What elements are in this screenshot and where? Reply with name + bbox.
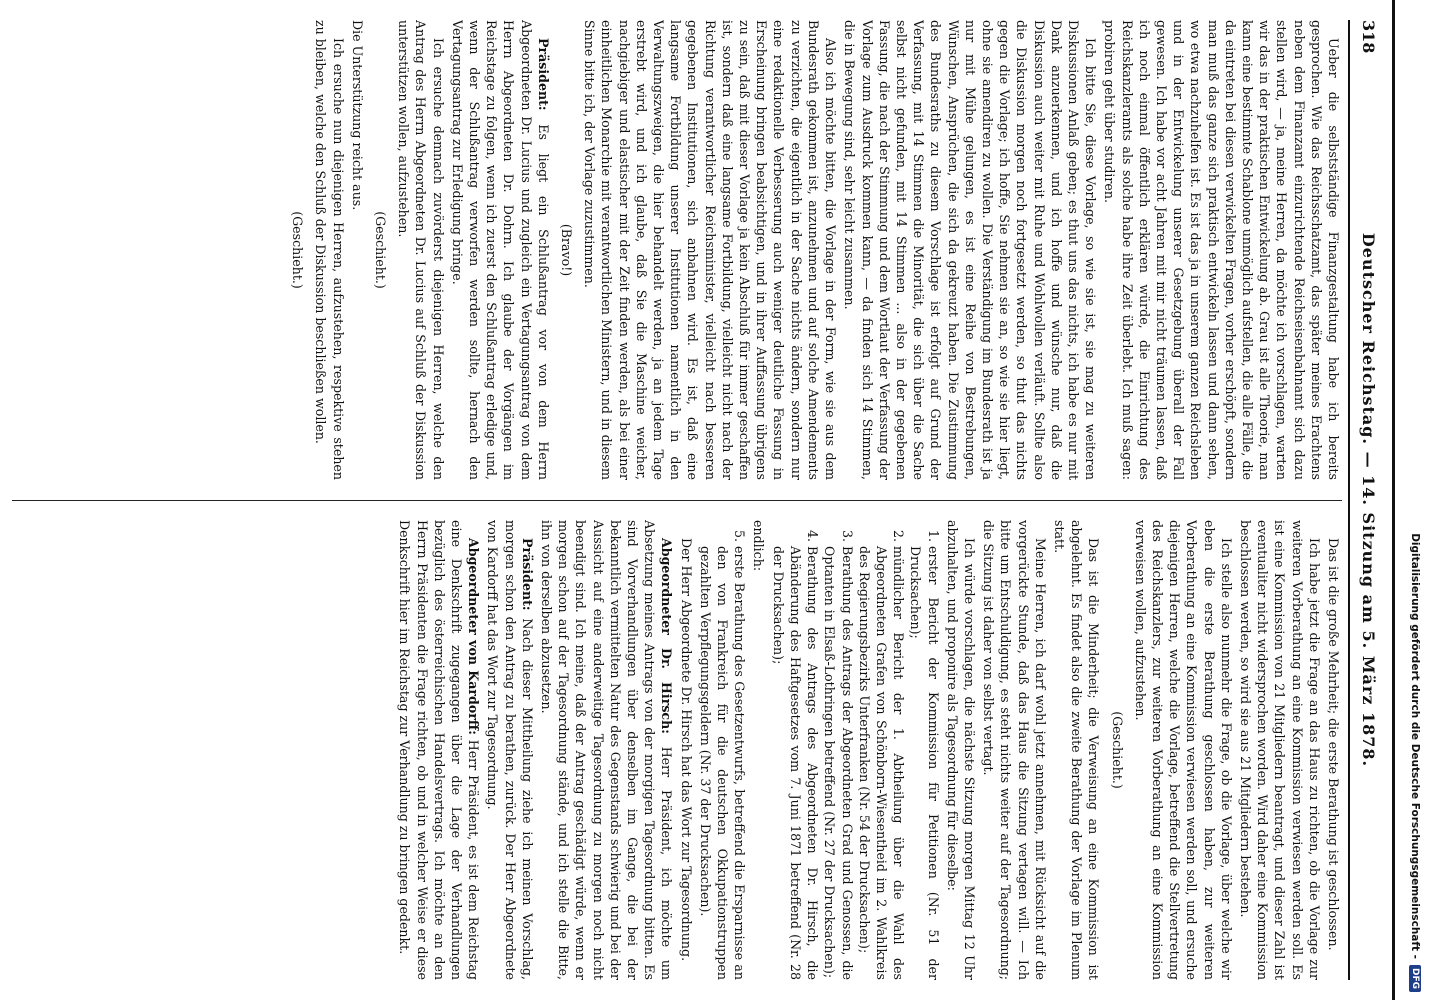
paragraph: Der Herr Abgeordnete Dr. Hirsch hat das Wort zur Tagesordnung. — [678, 538, 694, 962]
president-statement — [449, 20, 552, 480]
agenda-list-final — [697, 520, 749, 980]
paragraph: Ich ersuche nun diejenigen Herren, aufzustehen, respektive stehen zu bleiben, welche den Schluß der Diskussion beschließen wollen. — [313, 20, 346, 480]
stage-direction: (Geschieht.) — [373, 211, 389, 289]
left-column — [12, 20, 1342, 480]
column-separator — [12, 500, 1342, 501]
stage-direction: (Geschieht.) — [1109, 711, 1125, 789]
right-column — [12, 520, 1342, 980]
speech-text: Nach dieser Mittheilung ziehe ich meinen Vorschlag, morgen schon den Antrag zu berathen, zurück. Der Herr Abgeordnete von Kardorff hat das Wort zur Tagesordnung. — [485, 520, 535, 980]
rotated-page-content — [0, 10, 1390, 990]
kardorff-statement — [396, 520, 482, 980]
interjection-bravo: (Bravo!) — [559, 223, 575, 277]
page-number: 318 — [1359, 20, 1379, 54]
speech-text: Es liegt ein Schlußantrag vor von dem Herrn Abgeordneten Dr. Lucius und zugleich ein Vertagungsantrag von dem Herrn Abgeordneten Dr. Dohrn. Ich glaube der Vorgängen im Reichstage zu folgen, wenn ich zuerst den Schlußantrag erledige und, wenn der Schlußantrag verworfen werden sollte, hernach den Vertagungsantrag zur Erledigung bringe. — [449, 20, 551, 480]
agenda-item: 2. mündlicher Bericht der 1. Abtheilung über die Wahl des Abgeordneten Grafen von Schönborn-Wiesentheid im 2. Wahlkreis des Regierungsbezirks Unterfranken (Nr. 54 der Drucksachen); — [856, 546, 908, 980]
speaker-label: Präsident: — [519, 538, 535, 611]
paragraph: Das ist die Minderheit; die Verweisung an eine Kommission ist abgelehnt. Es findet also die zweite Berathung der Vorlage im Plenum statt. — [1051, 520, 1102, 980]
paragraph: Ueber die selbstständige Finanzgestaltung habe ich bereits gesprochen. Wie das Reichsschatzamt, das später meines Erachtens neben dem Finanzamt einzurichtende Reichseisenbahnamt sich dazu stellen wird, — ja, meine Herren, da möchte ich vorschlagen, warten wir das in der praktischen Entwickelung ab. Grau ist alle Theorie, man kann eine bestimmte Schablone unmöglich aufstellen, die alle Fälle, die da eintreten bei diesen verwickelten Fragen, vorher erschöpft, sondern man muß das ganze sich praktisch entwickeln lassen und dann sehen, wo etwa nachzuhelfen ist. Es ist das ja in unserem ganzen Reichsleben und in der Entwickelung unserer Gesetzgebung überall der Fall gewesen. Ich habe vor acht Jahren mit mir nicht träumen lassen, daß ich noch einmal öffentlich erklären würde, die Einrichtung des Reichskanzleramts als solche habe ihre Zeit überlebt. Ich muß sagen: probiren geht über studiren. — [1102, 20, 1341, 480]
hirsch-statement — [538, 520, 676, 980]
running-title: Deutscher Reichstag. — 14. Sitzung am 5. März 1878. — [1359, 232, 1379, 768]
paragraph: Ich bitte Sie, diese Vorlage, so wie sie ist, sie mag zu weiteren Diskussionen Anlaß geben; es thut uns das nichts, ich habe es nur mit Dank anzuerkennen, und ich hoffe und wünsche nur, daß die Diskussion auch weiter mit Ruhe und Wohlwollen verläuft. Sollte also die Diskussion morgen noch fortgesetzt werden, so thut das nichts gegen die Vorlage; ich hoffe, Sie nehmen sie an, so wie sie hier liegt, ohne sie amendiren zu wollen. Die Verständigung im Bundesrath ist ja nur mit Mühe gelungen, es ist eine Reihe von Bestrebungen, Wünschen, Ansprüchen, die sich da gekreuzt haben. Die Zustimmung des Bundesraths zu diesem Vorschlage ist erfolgt auf Grund der Verfassung, mit 14 Stimmen die Minorität, die sich über die Sache selbst nicht gefunden, mit 14 Stimmen ... also in der gegebenen Fassung, die nach der Stimmung und dem Wortlaut der Verfassung der Vorlage zum Ausdruck kommen kann, — da finden sich 14 Stimmen, die in Bewegung sind, sehr leicht zusammen. — [842, 20, 1099, 480]
speech-text: Herr Präsident, ich möchte um Absetzung meines Antrags von der morgigen Tagesordnung bitten. Es sind Vorverhandlungen über denselben im Gange, die bei der bekanntlich vermittelten Natur des Gegenstands schwierig und bei der Aussicht auf eine anderweitige Tagesordnung zu morgen noch nicht beendigt sind. Ich meine, daß der Antrag geschädigt würde, wenn er morgen schon auf der Tagesordnung stände, und ich stelle die Bitte, ihn von derselben abzusetzen. — [539, 520, 675, 980]
agenda-item: 5. erste Berathung des Gesetzentwurfs, betreffend die Ersparnisse an den von Frankreich für die deutschen Okkupationstruppen gezahlten Verpflegungsgeldern (Nr. 37 der Drucksachen). — [697, 546, 749, 980]
paragraph: Ich ersuche demnach zuvörderst diejenigen Herren, welche den Antrag des Herrn Abgeordneten Dr. Lucius auf Schluß der Diskussion unterstützen wollen, aufzustehen. — [396, 20, 446, 480]
speaker-label: Präsident: — [535, 38, 551, 111]
paragraph: Meine Herren, ich darf wohl jetzt annehmen, mit Rücksicht auf die vorgerückte Stunde, daß das Haus die Sitzung vertagen will. — Ich bitte um Entschuldigung, es steht nichts weiter auf der Tagesordnung; die Sitzung ist daher von selbst vertagt. — [981, 520, 1048, 980]
paragraph: Das ist die große Mehrheit; die erste Berathung ist geschlossen. — [1326, 538, 1341, 951]
speaker-label: Abgeordneter Dr. Hirsch: — [659, 538, 675, 734]
agenda-item: 1. erster Bericht der Kommission für Petitionen (Nr. 51 der Drucksachen); — [907, 546, 941, 980]
speaker-label: Abgeordneter von Kardorff: — [466, 538, 482, 735]
dfg-logo: DFG — [1409, 965, 1421, 992]
stage-direction: (Geschieht.) — [290, 211, 306, 289]
paragraph: Also ich möchte bitten, die Vorlage in der Form, wie sie aus dem Bundesrath gekommen ist, anzunehmen und auf solche Amendements zu verzichten, die eigentlich in der Sache nichts ändern, sondern nur eine redaktionelle Verbesserung auch weniger deutliche Fassung in Erscheinung bringen beabsichtigen, und in ihrer Auffassung übrigens zu sein, daß mit dieser Vorlage ja kein Abschluß für immer geschaffen ist, sondern daß eine langsame Fortbildung, vielleicht nicht nach der Richtung verantwortlicher Reichsminister, vielleicht nach besseren gegebenen Institutionen, sich anbahnen wird. Es ist, daß eine langsame Fortbildung unserer Institutionen namentlich in den Verwaltungszweigen, die hier behandelt werden, ja an jedem Tage erstrebt wird, und ich glaube, daß Sie die Maschine weicher, nachgiebiger und elastischer mit der Zeit finden werden, als bei einer einheitlichen Monarchie mit verantwortlichen Ministern, und in diesem Sinne bitte ich, der Vorlage zuzustimmen. — [582, 20, 839, 480]
president-statement — [484, 520, 536, 980]
paragraph: Ich habe jetzt die Frage an das Haus zu richten, ob die Vorlage zur weiteren Vorberathung an eine Kommission verwiesen werden soll. Es ist eine Kommission von 21 Mitgliedern beantragt, und dieser Zahl ist eventualiter nicht widersprochen worden. Wird daher eine Kommission beschlossen werden, so wird sie aus 21 Mitgliedern bestehen. — [1237, 520, 1322, 980]
agenda-connector: endlich: — [751, 520, 767, 572]
speech-text: Herr Präsident, es ist dem Reichstag eine Denkschrift zugegangen über die Lage der Verhandlungen bezüglich des österreichischen Handelsvertrags. Ich möchte an den Herrn Präsidenten die Frage richten, ob und in welcher Weise er diese Denkschrift hier im Reichstag zur Verhandlung zu bringen gedenkt. — [397, 520, 482, 980]
scan-edge-line — [1392, 0, 1395, 1000]
agenda-item: 4. Berathung des Antrags des Abgeordneten Dr. Hirsch, die Abänderung des Haftgesetzes vom 7. Juni 1871 betreffend (Nr. 28 der Drucksachen); — [770, 546, 822, 980]
agenda-item: 3. Berathung des Antrags der Abgeordneten Grad und Genossen, die Optanten in Elsaß-Lothringen betreffend (Nr. 27 der Drucksachen); — [821, 546, 855, 980]
digitization-credit — [1404, 8, 1428, 992]
agenda-list — [770, 520, 942, 980]
paragraph: Ich würde vorschlagen, die nächste Sitzung morgen Mittag 12 Uhr abzuhalten, und proponire als Tagesordnung für dieselbe: — [944, 520, 977, 980]
paragraph: Die Unterstützung reicht aus. — [349, 20, 365, 211]
paragraph: Ich stelle also nunmehr die Frage, ob die Vorlage, über welche wir eben die erste Berathung geschlossen haben, zur weiteren Vorberathung an eine Kommission verwiesen werden soll, und ersuche diejenigen Herren, welche die Vorlage, betreffend die Stellvertretung des Reichskanzlers, zur weiteren Vorberathung an eine Kommission verweisen wollen, aufzustehen. — [1132, 520, 1234, 980]
page-header — [1352, 20, 1386, 980]
credit-text: Digitalisierung gefördert durch die Deutsche Forschungsgemeinschaft - — [1409, 533, 1421, 959]
header-rule — [1348, 20, 1350, 980]
